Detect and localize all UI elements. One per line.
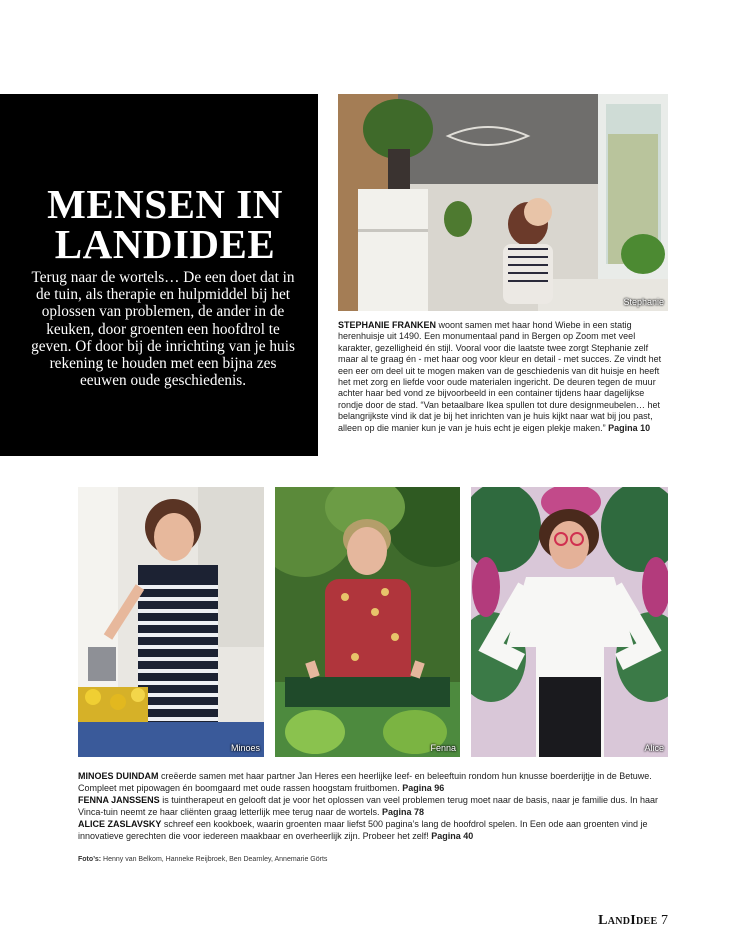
page-number: 7: [661, 913, 668, 928]
minoes-page: Pagina 96: [402, 783, 445, 793]
photo-caption-stephanie: Stephanie: [623, 297, 664, 307]
stephanie-name: STEPHANIE FRANKEN: [338, 320, 437, 330]
credits-names: Henny van Belkom, Hanneke Reijbroek, Ben Dearnley, Annemarie Görts: [101, 856, 328, 863]
fenna-bio: [78, 794, 678, 818]
stephanie-page: Pagina 10: [608, 422, 651, 433]
minoes-name: MINOES DUINDAM: [78, 771, 159, 781]
photo-minoes: [78, 487, 264, 757]
fenna-name: FENNA JANSSENS: [78, 795, 160, 805]
minoes-text: creëerde samen met haar partner Jan Heres een heerlijke leef- en beleeftuin rondom hun knusse boerderijtje in de Betuwe. Compleet met pipowagen én boomgaard met oude rassen hoogstam fruitbomen.: [78, 771, 652, 793]
credits-label: Foto’s:: [78, 856, 102, 863]
photo-alice: [471, 487, 668, 757]
alice-name: ALICE ZASLAVSKY: [78, 819, 162, 829]
photo-caption-minoes: Minoes: [230, 743, 260, 753]
alice-text: schreef een kookboek, waarin groenten maar liefst 500 pagina’s lang de hoofdrol spelen. In Een ode aan groenten vind je innovatieve gerechten die voor iedereen maakbaar en overheerlijk zijn. Probeer het zelf!: [78, 819, 648, 841]
magazine-brand: LandIdee: [598, 913, 658, 928]
intro-text: Terug naar de wortels… De een doet dat in de tuin, als therapie en hulpmiddel bij het oplossen van problemen, de ander in de keuken, door groenten een hoofdrol te geven. Of door bij de inrichting van je huis rekening te houden met een bijna zes eeuwen oude geschiedenis.: [31, 269, 295, 390]
fenna-page: Pagina 78: [382, 807, 425, 817]
alice-bio: [78, 818, 678, 842]
photo-caption-fenna: Fenna: [430, 743, 456, 753]
stephanie-bio: [338, 320, 668, 434]
bottom-bios: [78, 770, 678, 842]
stephanie-text: woont samen met haar hond Wiebe in een statig herenhuisje uit 1490. Een monumentaal pand in Bergen op Zoom met veel karakter, gezelligheid én stijl. Vooral voor die laatste twee zorgt Stephanie zelf maar al te graag én - met haar oog voor kleur en detail - met succes. Ze vindt het een eer om deel uit te mogen maken van de geschiedenis van dit huisje en heeft het met zorg en liefde voor oude materialen ingericht. De deuren tegen de muur achter haar bed vond ze bijvoorbeeld in een container tijdens haar dagelijkse rondje door de stad. “Van betaalbare Ikea spullen tot dure designmeubelen… het belangrijkste vind ik dat je bij het inrichten van je huis kijkt naar wat bij jou past, alleen op die manier kun je van je huis echt je eigen plekje maken.”: [338, 320, 662, 433]
alice-page: Pagina 40: [431, 831, 474, 841]
headline: MENSEN IN LANDIDEE: [47, 181, 283, 267]
photo-fenna: [275, 487, 460, 757]
fenna-text: is tuintherapeut en gelooft dat je voor het oplossen van veel problemen terug moet naar de basis, naar je familie dus. In haar Vinca-tuin neemt ze haar cliënten graag letterlijk mee terug naar de wortels.: [78, 795, 658, 817]
intro-panel: [0, 94, 318, 456]
photo-stephanie: [338, 94, 668, 311]
page-footer: [598, 913, 668, 929]
photo-caption-alice: Alice: [644, 743, 664, 753]
minoes-bio: [78, 770, 678, 794]
photo-credits: [78, 856, 327, 863]
